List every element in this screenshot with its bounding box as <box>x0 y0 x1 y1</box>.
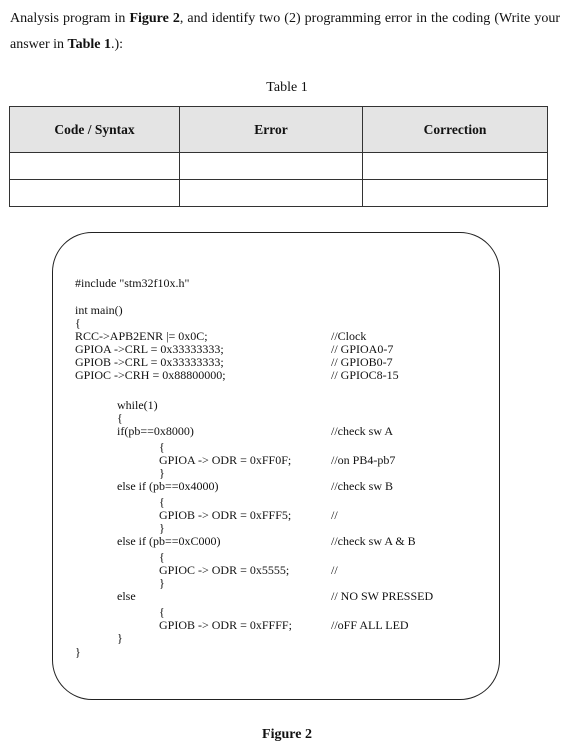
table-cell[interactable] <box>180 153 363 180</box>
table-header-row <box>10 107 548 153</box>
code-comment: //check sw A <box>331 424 393 438</box>
code-comment: // <box>331 508 338 522</box>
table-cell[interactable] <box>180 180 363 207</box>
code-line: } <box>159 521 165 535</box>
code-line: { <box>159 495 165 509</box>
code-comment: //on PB4-pb7 <box>331 453 396 467</box>
table-row <box>10 180 548 207</box>
code-comment: //oFF ALL LED <box>331 618 409 632</box>
code-comment: // GPIOC8-15 <box>331 368 399 382</box>
intro-text-1: Analysis program in <box>10 11 130 26</box>
code-line: { <box>159 440 165 454</box>
code-comment: //check sw A & B <box>331 534 416 548</box>
code-line: } <box>117 631 123 645</box>
intro-text-2: , and identify two (2) programming error in the coding (Write your answer in <box>10 11 560 52</box>
code-line: } <box>75 645 81 659</box>
code-line: { <box>159 550 165 564</box>
code-line: GPIOC ->CRH = 0x88800000; <box>75 368 226 382</box>
code-line: else <box>117 589 136 603</box>
code-line: while(1) <box>117 398 158 412</box>
code-comment: // NO SW PRESSED <box>331 589 434 603</box>
code-line: { <box>159 605 165 619</box>
code-line: GPIOB ->CRL = 0x33333333; <box>75 355 224 369</box>
table-cell[interactable] <box>10 180 180 207</box>
table-caption: Table 1 <box>266 80 308 95</box>
table-cell[interactable] <box>363 180 548 207</box>
figure-caption: Figure 2 <box>262 727 312 742</box>
intro-text-3: .): <box>111 37 124 52</box>
header-error: Error <box>180 107 363 153</box>
figure-ref: Figure 2 <box>129 11 180 26</box>
code-comment: // <box>331 563 338 577</box>
code-line: #include "stm32f10x.h" <box>75 276 190 290</box>
table-cell[interactable] <box>363 153 548 180</box>
code-line: GPIOB -> ODR = 0xFFFF; <box>159 618 292 632</box>
table-ref: Table 1 <box>67 37 111 52</box>
code-line: { <box>117 411 123 425</box>
question-text <box>10 6 560 58</box>
header-code-syntax: Code / Syntax <box>10 107 180 153</box>
code-line: else if (pb==0x4000) <box>117 479 219 493</box>
code-line: GPIOA ->CRL = 0x33333333; <box>75 342 224 356</box>
code-line: GPIOA -> ODR = 0xFF0F; <box>159 453 292 467</box>
code-comment: // GPIOA0-7 <box>331 342 394 356</box>
code-line: int main() <box>75 303 123 317</box>
table-row <box>10 153 548 180</box>
code-line: else if (pb==0xC000) <box>117 534 221 548</box>
code-line: GPIOC -> ODR = 0x5555; <box>159 563 290 577</box>
code-comment: //check sw B <box>331 479 393 493</box>
code-line: } <box>159 576 165 590</box>
header-correction: Correction <box>363 107 548 153</box>
code-comment: // GPIOB0-7 <box>331 355 393 369</box>
code-line: { <box>75 316 81 330</box>
table-cell[interactable] <box>10 153 180 180</box>
answer-table <box>9 106 548 207</box>
code-comment: //Clock <box>331 329 367 343</box>
code-line: GPIOB -> ODR = 0xFFF5; <box>159 508 292 522</box>
code-line: } <box>159 466 165 480</box>
code-figure-box <box>52 232 500 700</box>
code-line: if(pb==0x8000) <box>117 424 194 438</box>
code-line: RCC->APB2ENR |= 0x0C; <box>75 329 208 343</box>
